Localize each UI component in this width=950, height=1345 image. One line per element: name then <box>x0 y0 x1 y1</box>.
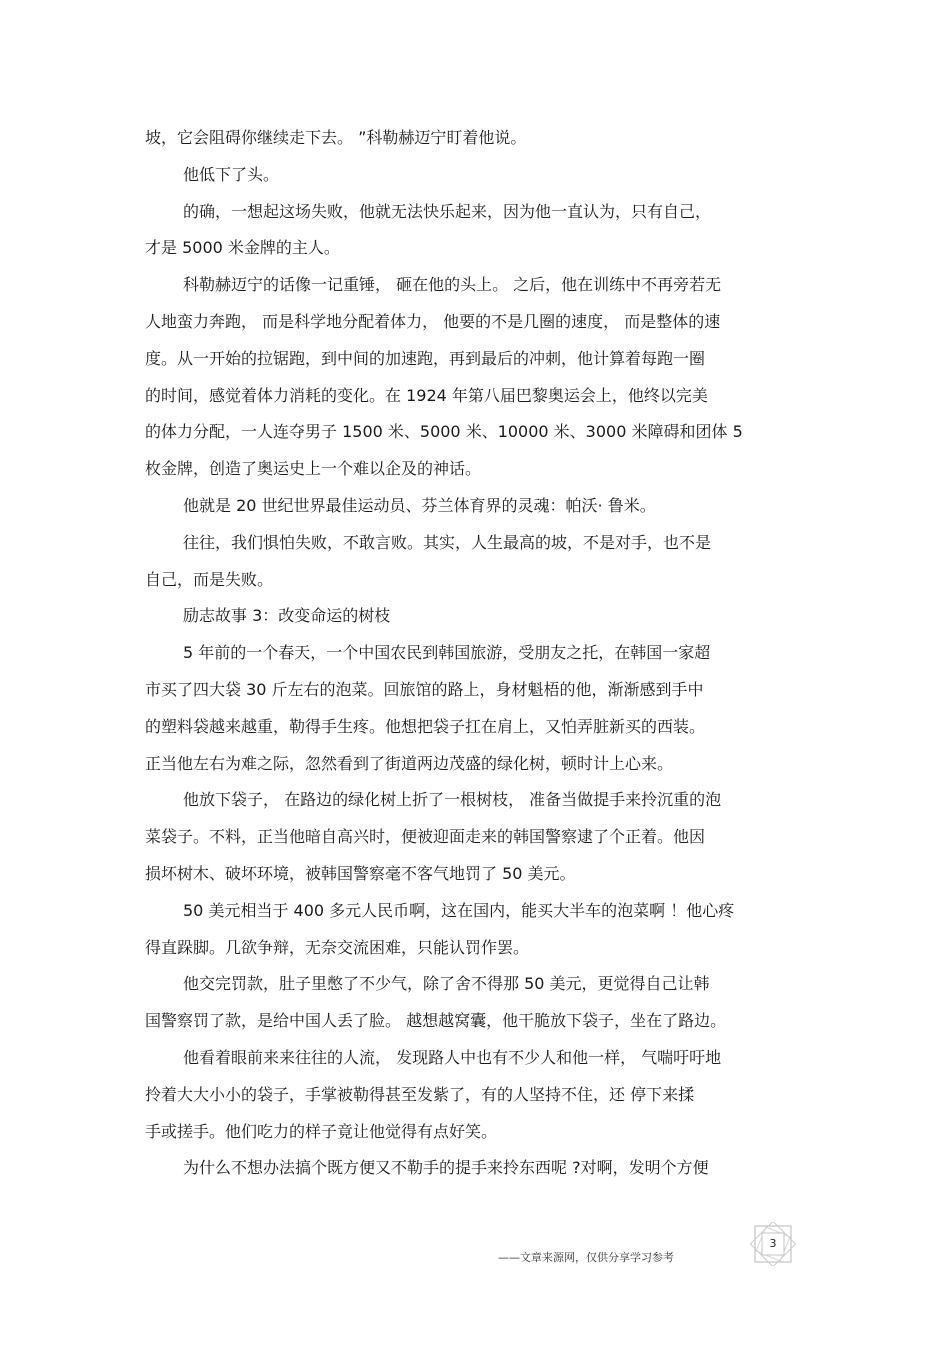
text-line: 科勒赫迈宁的话像一记重锤， 砸在他的头上。 之后，他在训练中不再旁若无 <box>183 275 722 295</box>
text-line: 他交完罚款，肚子里憋了不少气，除了舍不得那 50 美元，更觉得自己让韩 <box>183 974 710 994</box>
text-line: 他就是 20 世纪世界最佳运动员、芬兰体育界的灵魂：帕沃· 鲁米。 <box>183 495 656 515</box>
text-line: 的体力分配，一人连夺男子 1500 米、5000 米、10000 米、3000 米障碍和团体 5 <box>145 422 743 442</box>
text-line: 的确，一想起这场失败，他就无法快乐起来，因为他一直认为，只有自己， <box>183 201 712 221</box>
page-number-badge <box>748 1222 798 1266</box>
page-number: 3 <box>769 1237 777 1250</box>
text-line: 拎着大大小小的袋子，手掌被勒得甚至发紫了，有的人坚持不住，还 停下来揉 <box>145 1084 695 1104</box>
text-line: 的时间，感觉着体力消耗的变化。在 1924 年第八届巴黎奥运会上，他终以完美 <box>145 385 708 405</box>
text-line: 5 年前的一个春天，一个中国农民到韩国旅游，受朋友之托，在韩国一家超 <box>183 643 711 663</box>
text-line: 才是 5000 米金牌的主人。 <box>145 238 340 258</box>
text-line: 手或搓手。他们吃力的样子竟让他觉得有点好笑。 <box>145 1121 498 1141</box>
text-line: 他放下袋子， 在路边的绿化树上折了一根树枝， 准备当做提手来拎沉重的泡 <box>183 790 722 810</box>
text-line: 他看着眼前来来往往的人流， 发现路人中也有不少人和他一样， 气喘吁吁地 <box>183 1047 722 1067</box>
text-line: 他低下了头。 <box>183 164 280 184</box>
text-line: 的塑料袋越来越重，勒得手生疼。他想把袋子扛在肩上，又怕弄脏新买的西装。 <box>145 716 706 736</box>
text-line: 市买了四大袋 30 斤左右的泡菜。回旅馆的路上，身材魁梧的他，渐渐感到手中 <box>145 679 704 699</box>
footer-source-note: ——文章来源网，仅供分享学习参考 <box>498 1251 674 1264</box>
text-line: 度。从一开始的拉锯跑，到中间的加速跑，再到最后的冲刺，他计算着每跑一圈 <box>145 348 706 368</box>
text-line: 为什么不想办法搞个既方便又不勒手的提手来拎东西呢 ?对啊，发明个方便 <box>183 1158 709 1178</box>
text-line: 正当他左右为难之际，忽然看到了街道两边茂盛的绿化树，顿时计上心来。 <box>145 753 674 773</box>
text-line: 枚金牌，创造了奥运史上一个难以企及的神话。 <box>145 459 482 479</box>
text-line: 人地蛮力奔跑， 而是科学地分配着体力， 他要的不是几圈的速度， 而是整体的速 <box>145 311 721 331</box>
article-body <box>145 120 815 1187</box>
text-line: 坡，它会阻碍你继续走下去。 ”科勒赫迈宁盯着他说。 <box>145 128 527 147</box>
text-line: 励志故事 3：改变命运的树枝 <box>183 606 391 626</box>
text-line: 菜袋子。不料，正当他暗自高兴时，便被迎面走来的韩国警察逮了个正着。他因 <box>145 827 706 847</box>
text-line: 损坏树木、破坏环境，被韩国警察毫不客气地罚了 50 美元。 <box>145 863 576 883</box>
text-line: 国警察罚了款，是给中国人丢了脸。 越想越窝囊，他干脆放下袋子，坐在了路边。 <box>145 1011 727 1031</box>
text-line: 自己，而是失败。 <box>145 569 274 589</box>
text-line: 往往，我们惧怕失败，不敢言败。其实，人生最高的坡，不是对手，也不是 <box>183 532 712 552</box>
text-line: 50 美元相当于 400 多元人民币啊，这在国内，能买大半车的泡菜啊 ！他心疼 <box>183 900 735 920</box>
text-line: 得直跺脚。几欲争辩，无奈交流困难，只能认罚作罢。 <box>145 937 530 957</box>
